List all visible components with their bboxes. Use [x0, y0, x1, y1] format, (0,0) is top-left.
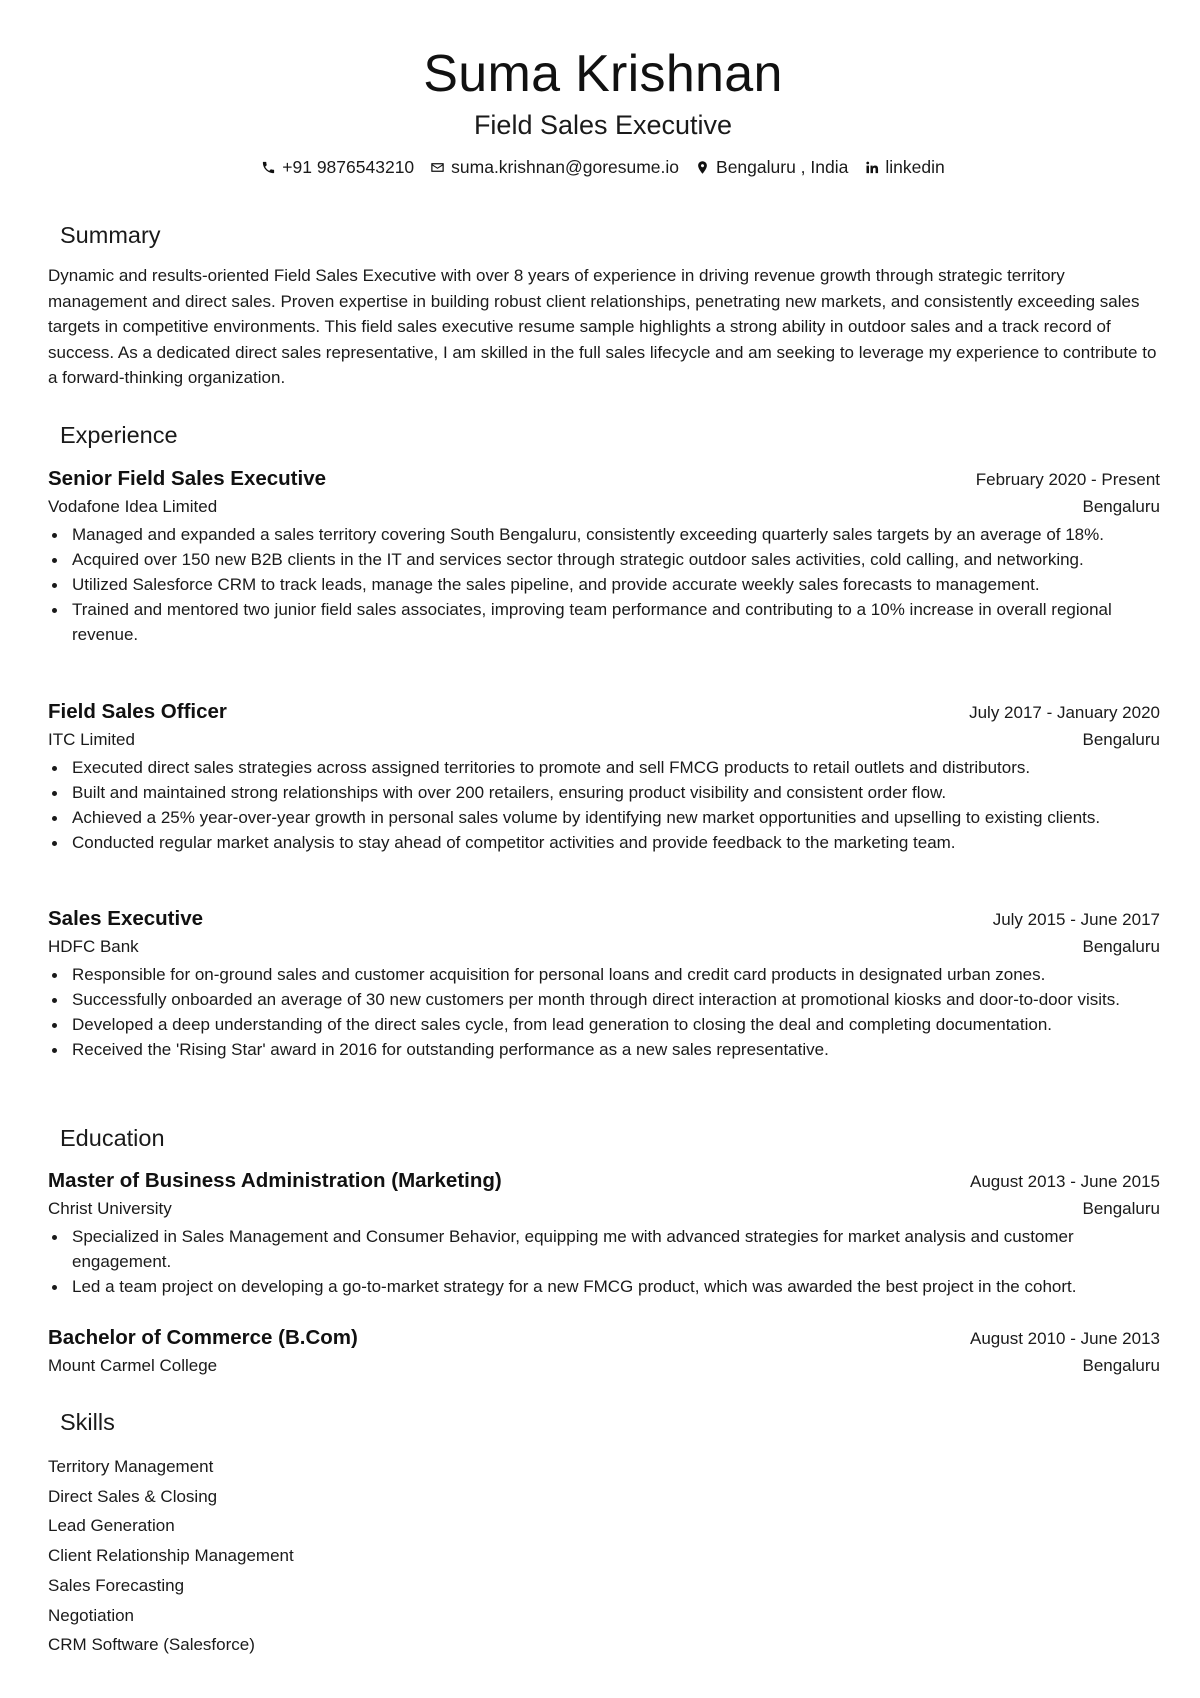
skills-heading: Skills — [60, 1409, 115, 1435]
location-text: Bengaluru , India — [716, 157, 849, 177]
email-icon — [430, 160, 445, 175]
job-title: Field Sales Officer — [48, 700, 227, 723]
bullet-dot — [52, 583, 57, 588]
contact-phone[interactable] — [261, 157, 414, 178]
summary-text: Dynamic and results-oriented Field Sales Executive with over 8 years of experience in driving revenue growth through strategic territory management and direct sales. Proven expertise in building robust client relationships, penetrating new markets, and consistently exceeding sales targets in competitive environments. This field sales executive resume sample highlights a strong ability in outdoor sales and a track record of success. As a dedicated direct sales representative, I am skilled in the full sales lifecycle and am seeking to leverage my experience to contribute to a forward-thinking organization. — [48, 266, 1157, 388]
company-name: HDFC Bank — [48, 937, 139, 956]
candidate-name: Suma Krishnan — [423, 45, 783, 103]
resume-page — [48, 0, 1158, 1698]
education-entry — [48, 1169, 1160, 1299]
experience-heading: Experience — [60, 422, 178, 448]
bullet-dot — [52, 608, 57, 613]
company-name: Vodafone Idea Limited — [48, 497, 218, 516]
job-dates: February 2020 - Present — [975, 470, 1160, 489]
skill-item: Territory Management — [48, 1457, 214, 1476]
job-dates: July 2017 - January 2020 — [969, 703, 1160, 722]
linkedin-text: linkedin — [885, 157, 945, 177]
job-title: Sales Executive — [48, 907, 203, 930]
bullet-dot — [52, 1235, 57, 1240]
company-name: ITC Limited — [48, 730, 135, 749]
bullet-dot — [52, 998, 57, 1003]
job-bullets — [48, 962, 1160, 1062]
bullet-dot — [52, 766, 57, 771]
bullet-item: Led a team project on developing a go-to-market strategy for a new FMCG product, which was awarded the best project in the cohort. — [48, 1274, 1160, 1299]
skill-item: Client Relationship Management — [48, 1546, 294, 1566]
education-entry — [48, 1326, 1160, 1376]
job-location: Bengaluru — [1082, 730, 1160, 749]
bullet-item: Built and maintained strong relationships with over 200 retailers, ensuring product visibility and consistent order flow. — [48, 780, 1160, 805]
candidate-title: Field Sales Executive — [473, 110, 733, 140]
education-dates: August 2013 - June 2015 — [970, 1172, 1160, 1191]
experience-entry — [48, 700, 1160, 855]
summary-heading: Summary — [60, 222, 161, 248]
bullet-dot — [52, 841, 57, 846]
bullet-item: Conducted regular market analysis to stay ahead of competitor activities and provide feedback to the marketing team. — [48, 830, 1160, 855]
skills-list — [48, 1452, 294, 1660]
experience-entry — [48, 907, 1160, 1062]
bullet-dot — [52, 973, 57, 978]
bullet-item: Developed a deep understanding of the direct sales cycle, from lead generation to closing the deal and completing documentation. — [48, 1012, 1160, 1037]
job-dates: July 2015 - June 2017 — [992, 910, 1160, 929]
bullet-item: Specialized in Sales Management and Consumer Behavior, equipping me with advanced strategies for market analysis and customer engagement. — [48, 1224, 1160, 1274]
job-location: Bengaluru — [1082, 497, 1160, 516]
bullet-dot — [52, 558, 57, 563]
contact-email[interactable] — [430, 157, 679, 178]
skill-item: CRM Software (Salesforce) — [48, 1635, 255, 1655]
school-location: Bengaluru — [1082, 1356, 1160, 1375]
bullet-dot — [52, 533, 57, 538]
bullet-item: Received the 'Rising Star' award in 2016 for outstanding performance as a new sales representative. — [48, 1037, 1160, 1062]
school-name: Mount Carmel College — [48, 1356, 218, 1375]
bullet-item: Utilized Salesforce CRM to track leads, manage the sales pipeline, and provide accurate weekly sales forecasts to management. — [48, 572, 1160, 597]
phone-text: +91 9876543210 — [282, 157, 415, 177]
job-title: Senior Field Sales Executive — [48, 467, 327, 490]
education-bullets — [48, 1224, 1160, 1299]
education-heading: Education — [60, 1125, 165, 1151]
bullet-dot — [52, 1048, 57, 1053]
degree-title: Bachelor of Commerce (B.Com) — [48, 1326, 358, 1349]
contact-bar — [48, 157, 1158, 178]
bullet-item: Trained and mentored two junior field sales associates, improving team performance and contributing to a 10% increase in overall regional revenue. — [48, 597, 1160, 647]
bullet-item: Successfully onboarded an average of 30 new customers per month through direct interaction at promotional kiosks and door-to-door visits. — [48, 987, 1160, 1012]
bullet-item: Executed direct sales strategies across assigned territories to promote and sell FMCG products to retail outlets and distributors. — [48, 755, 1160, 780]
bullet-dot — [52, 1023, 57, 1028]
job-bullets — [48, 755, 1160, 855]
skill-item: Sales Forecasting — [48, 1575, 185, 1595]
contact-linkedin[interactable] — [864, 157, 944, 178]
skill-item: Negotiation — [48, 1605, 135, 1625]
bullet-item: Managed and expanded a sales territory covering South Bengaluru, consistently exceeding quarterly sales targets by an average of 18%. — [48, 522, 1160, 547]
job-location: Bengaluru — [1082, 937, 1160, 956]
bullet-dot — [52, 1285, 57, 1290]
job-bullets — [48, 522, 1160, 647]
contact-location — [695, 157, 848, 178]
phone-icon — [261, 160, 276, 175]
location-pin-icon — [695, 160, 710, 175]
education-dates: August 2010 - June 2013 — [970, 1329, 1160, 1348]
skill-item: Lead Generation — [48, 1516, 175, 1536]
bullet-item: Acquired over 150 new B2B clients in the IT and services sector through strategic outdoor sales activities, cold calling, and networking. — [48, 547, 1160, 572]
experience-entry — [48, 467, 1160, 647]
bullet-dot — [52, 791, 57, 796]
linkedin-icon — [864, 160, 879, 175]
school-name: Christ University — [48, 1199, 172, 1218]
school-location: Bengaluru — [1082, 1199, 1160, 1218]
bullet-item: Achieved a 25% year-over-year growth in personal sales volume by identifying new market opportunities and upselling to existing clients. — [48, 805, 1160, 830]
bullet-dot — [52, 816, 57, 821]
email-text: suma.krishnan@goresume.io — [451, 157, 680, 177]
degree-title: Master of Business Administration (Marketing) — [48, 1169, 502, 1192]
bullet-item: Responsible for on-ground sales and customer acquisition for personal loans and credit card products in designated urban zones. — [48, 962, 1160, 987]
skill-item: Direct Sales & Closing — [48, 1486, 218, 1506]
